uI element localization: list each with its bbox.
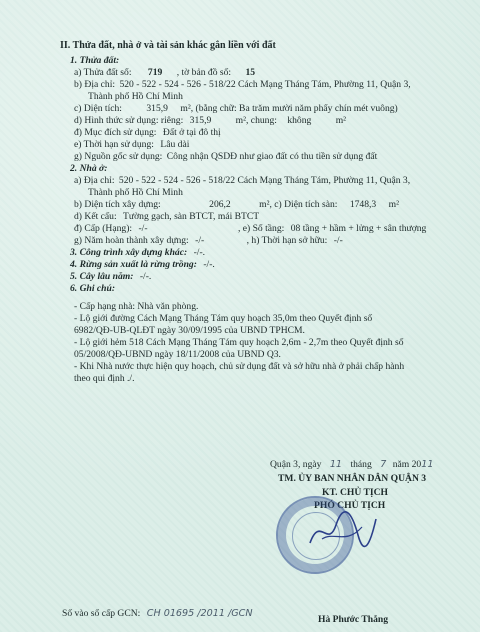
signoff-year-label: năm 20	[392, 459, 422, 470]
land-purpose-row	[74, 127, 221, 139]
land-use-form-label: d) Hình thức sử dụng: riêng:	[74, 115, 184, 126]
land-common-label: m², chung:	[235, 115, 277, 126]
house-completion-label: g) Năm hoàn thành xây dựng:	[74, 235, 189, 246]
signoff-date	[270, 459, 433, 471]
other-construction-row	[70, 247, 205, 259]
signoff-org: TM. ỦY BAN NHÂN DÂN QUẬN 3	[278, 473, 427, 484]
note-2-line-1: - Lộ giới đường Cách Mạng Tháng Tám quy hoạch 35,0m theo Quyết định số	[74, 313, 373, 324]
signoff-vice: PHÓ CHỦ TỊCH	[314, 500, 386, 511]
registry-value: CH 01695 /2011 /GCN	[146, 608, 253, 619]
signoff-month-label: tháng	[350, 459, 372, 470]
other-construction-value: -/-.	[193, 247, 206, 258]
section-ii-title: II. Thửa đất, nhà ở và tài sản khác gắn liền với đất	[60, 40, 276, 51]
land-origin-row	[74, 151, 377, 163]
forest-row	[70, 259, 215, 271]
land-parcel-label: a) Thửa đất số:	[74, 67, 132, 78]
land-private-value: 315,9	[189, 115, 212, 126]
perennial-row	[70, 271, 151, 283]
land-parcel-row	[74, 67, 255, 79]
land-address-row	[74, 79, 411, 91]
land-area-label: c) Diện tích:	[74, 103, 122, 114]
land-origin-value: Công nhận QSDĐ như giao đất có thu tiền sử dụng đất	[166, 151, 378, 162]
land-term-label: e) Thời hạn sử dụng:	[74, 139, 154, 150]
house-address-value-2: Thành phố Hồ Chí Minh	[88, 187, 183, 198]
perennial-label: 5. Cây lâu năm:	[70, 271, 134, 282]
signoff-kt: KT. CHỦ TỊCH	[322, 487, 389, 498]
note-1: - Cấp hạng nhà: Nhà văn phòng.	[74, 301, 199, 312]
house-ownership-term-label: , h) Thời hạn sở hữu:	[246, 235, 328, 246]
note-4-line-1: - Khi Nhà nước thực hiện quy hoạch, chủ sử dụng đất và sở hữu nhà ở phải chấp hành	[74, 361, 405, 372]
house-completion-value: -/-	[195, 235, 205, 246]
house-build-area-value: 206,2	[209, 199, 231, 210]
house-floors-value: 08 tầng + hầm + lửng + sân thượng	[290, 223, 427, 234]
house-address-value-1: 520 - 522 - 524 - 526 - 518/22 Cách Mạng Tháng Tám, Phường 11, Quận 3,	[118, 175, 411, 186]
land-address-label: b) Địa chỉ:	[74, 79, 116, 90]
other-construction-label: 3. Công trình xây dựng khác:	[70, 247, 188, 258]
house-grade-row	[74, 223, 426, 235]
land-common-unit: m²	[335, 115, 347, 126]
land-origin-label: g) Nguồn gốc sử dụng:	[74, 151, 163, 162]
signer-name: Hà Phước Thắng	[318, 614, 389, 625]
signature	[300, 505, 380, 555]
house-floor-area-unit: m²	[388, 199, 399, 210]
land-purpose-label: đ) Mục đích sử dụng:	[74, 127, 157, 138]
land-common-value: không	[287, 115, 312, 126]
note-2-line-2: 6982/QĐ-UB-QLĐT ngày 30/09/1995 của UBND TPHCM.	[74, 325, 305, 336]
note-3-line-2: 05/2008/QĐ-UBND ngày 18/11/2008 của UBND Q3.	[74, 349, 281, 360]
land-sheet-label: , tờ bản đồ số:	[176, 67, 232, 78]
land-area-row	[74, 103, 398, 115]
house-floor-area-label: m², c) Diện tích sàn:	[259, 199, 338, 210]
note-3-line-1: - Lộ giới hẻm 518 Cách Mạng Tháng Tám quy hoạch 2,6m - 2,7m theo Quyết định số	[74, 337, 404, 348]
house-ownership-term-value: -/-	[333, 235, 343, 246]
land-area-value: 315,9	[146, 103, 168, 114]
registry-row	[62, 608, 253, 620]
land-purpose-value: Đất ở tại đô thị	[162, 127, 221, 138]
forest-value: -/-.	[203, 259, 215, 270]
land-title: 1. Thửa đất:	[70, 55, 120, 66]
house-build-area-label: b) Diện tích xây dựng:	[74, 199, 161, 210]
land-term-row	[74, 139, 189, 151]
notes-title: 6. Ghi chú:	[70, 283, 116, 294]
house-grade-value: -/-	[138, 223, 148, 234]
house-structure-label: d) Kết cấu:	[74, 211, 117, 222]
land-area-unit: m², (bằng chữ: Ba trăm mười năm phẩy chín mét vuông)	[180, 103, 398, 114]
land-address-value-1: 520 - 522 - 524 - 526 - 518/22 Cách Mạng Tháng Tám, Phường 11, Quận 3,	[119, 79, 411, 90]
house-address-row	[74, 175, 410, 187]
forest-label: 4. Rừng sản xuất là rừng trồng:	[70, 259, 197, 270]
house-floors-label: , e) Số tầng:	[237, 223, 285, 234]
house-title: 2. Nhà ở:	[70, 163, 108, 174]
note-4-line-2: theo qui định ./.	[74, 373, 135, 384]
signoff-month: 7	[380, 459, 387, 470]
house-structure-value: Tường gạch, sàn BTCT, mái BTCT	[123, 211, 260, 222]
registry-label: Số vào sổ cấp GCN:	[62, 608, 141, 619]
land-sheet-value: 15	[245, 67, 256, 78]
land-parcel-value: 719	[147, 67, 163, 78]
signoff-place: Quận 3, ngày	[270, 459, 322, 470]
house-address-label: a) Địa chỉ:	[74, 175, 115, 186]
house-completion-row	[74, 235, 343, 247]
house-floor-area-value: 1748,3	[349, 199, 377, 210]
house-structure-row	[74, 211, 259, 223]
signoff-year: 11	[421, 459, 434, 470]
land-use-form-row	[74, 115, 346, 127]
perennial-value: -/-.	[139, 271, 152, 282]
house-grade-label: đ) Cấp (Hạng):	[74, 223, 133, 234]
land-address-value-2: Thành phố Hồ Chí Minh	[88, 91, 183, 102]
signoff-day: 11	[329, 459, 343, 470]
land-term-value: Lâu dài	[160, 139, 190, 150]
house-area-row	[74, 199, 399, 211]
